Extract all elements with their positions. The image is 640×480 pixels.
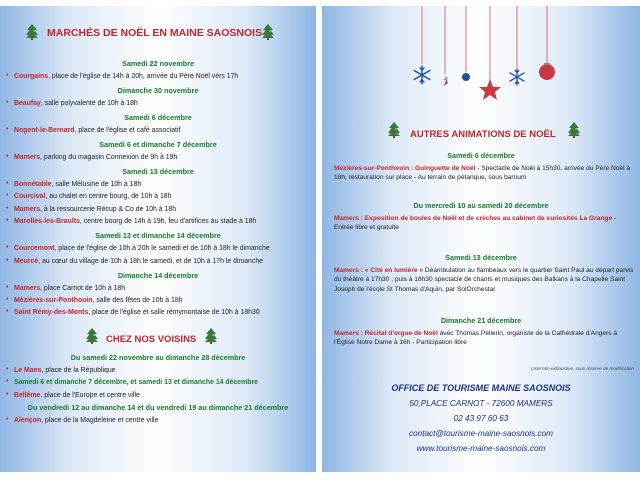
date-heading: Samedi 13 et dimanche 14 décembre [95,231,221,241]
christmas-tree-icon [388,122,400,138]
bauble-icon [539,64,555,80]
bullet-marker: • [6,365,9,373]
market-entry [14,217,256,226]
christmas-tree-icon [86,328,98,344]
market-entry [14,296,183,305]
entry-details: , place de l'église et café associatif [74,127,181,134]
entry-place: Mézières-sur-Ponthouin [14,297,93,304]
entry-details: , place de la Magdeleine et centre ville [41,416,159,424]
christmas-tree-icon [205,328,217,344]
bullet-marker: • [6,192,9,200]
bullet-marker: • [6,180,9,187]
date-heading: Samedi 6 décembre [124,113,192,122]
date-heading: Dimanche 14 décembre [117,270,199,280]
market-entry [14,284,125,293]
entry-place: Courcival [14,193,46,201]
entry-place: Saint Rémy-des-Monts [14,309,89,317]
event-details: avec Thomas Pellerin, organiste de la Cathédrale d'Angers à l'Église Notre Dame à 16h - Participation libre [334,330,618,347]
event-description [334,164,634,183]
star-icon [479,79,501,100]
event-details: - Entrée libre et gratuite [334,215,617,232]
office-address: 50,PLACE CARNOT - 72600 MAMERS [409,399,553,408]
bullet-marker: • [6,153,9,160]
market-entry [14,366,116,375]
market-entry [14,257,263,266]
christmas-tree-icon [262,24,274,40]
event-date-heading: Dimanche 21 décembre [440,316,522,325]
other-events-title: AUTRES ANIMATIONS DE NOËL [410,129,556,140]
market-entry [14,72,238,81]
market-entry [14,308,260,317]
bullet-marker: • [6,256,9,264]
other-events-panel [322,6,640,472]
snowflake-icon [510,69,524,85]
disclaimer-note: Liste non exhaustive, sous réserve de modification [531,366,634,371]
event-details: - Spectacle de Noël à 15h30, arrivée du Père Noël à 18h, restauration sur place - Au terrain de pétanque, sous barnum [334,165,631,182]
bullet-marker: • [6,244,9,252]
christmas-tree-icon [568,122,580,138]
market-entry [14,244,270,253]
entry-details: , place de la République [41,366,116,374]
market-entry [14,180,141,189]
date-heading: Samedi 13 décembre [122,167,194,176]
event-description [334,266,634,294]
entry-details: , place Carnot de 10h à 18h [40,284,126,292]
bullet-marker: • [6,99,9,106]
bullet-marker: • [6,217,9,225]
entry-details: , au chalet en centre bourg, de 10h à 18h [45,193,172,201]
event-description [334,214,634,233]
entry-details: , place de l'église de 14h à 20h, arrivée du Père Noël vers 17h [48,73,239,80]
event-date-heading: Samedi 13 décembre [445,253,517,262]
bullet-marker: • [6,415,9,423]
markets-title: MARCHÉS DE NOËL EN MAINE SAOSNOIS [47,27,263,39]
entry-place: Courgains [14,73,49,80]
entry-place: Nogent-le-Bernard [14,127,75,134]
entry-dates: Samedi 6 et dimanche 7 décembre, et samedi 13 et dimanche 14 décembre [14,379,258,386]
bauble-icon [462,73,470,81]
market-entry [14,153,177,162]
christmas-markets-panel [0,6,316,472]
entry-details: , salle des fêtes de 10h à 18h [92,297,183,304]
date-heading: Dimanche 30 novembre [117,86,199,95]
date-heading: Samedi 22 novembre [122,59,194,68]
office-email-link[interactable]: contact@tourisme-maine-saosnois.com [409,429,553,438]
event-place: Mamers : Exposition de boules de Noël et de crèches au cabinet de curiosités La Grange [334,215,613,222]
event-description [334,329,634,348]
office-name: OFFICE DE TOURISME MAINE SAOSNOIS [391,383,571,393]
entry-place: Mamers [14,154,41,161]
bullet-marker: • [6,378,9,385]
entry-details: , place de l'église de 10h à 20h le samedi et de 10h à 18h le dimanche [54,245,270,253]
entry-details: , place de l'Europe et centre ville [40,391,140,399]
entry-details: , centre bourg de 14h à 19h, feu d'artifices au stade à 18h [79,218,257,226]
market-entry [14,416,158,425]
entry-place: Meurcé [14,257,39,265]
entry-place: Bellême [14,391,41,399]
market-entry [14,126,180,135]
christmas-tree-icon [26,24,38,40]
event-place: Mamers : Récital d'orgue de Noël [334,330,438,337]
event-details: Déambulation au flambeaux vers le quartier Saint Paul au départ parvis du théâtre à 17h30 ; puis à 18h30 spectacle de chants et musiques des Balkans à la Chapelle Saint Joseph de l'école St Thomas d'Aquin, par SolOrchestar [334,267,634,293]
market-entry [14,192,171,201]
bullet-marker: • [6,283,9,291]
voisins-title: CHEZ NOS VOISINS [106,334,197,345]
entry-details: , salle Mélusine de 10h à 18h [51,181,142,188]
market-entry [14,378,258,387]
entry-place: Beaufay [14,100,41,107]
market-entry [14,99,138,108]
entry-details: , place de l'église et salle rémymontaise de 10h à 18h30 [88,309,260,317]
entry-place: Courcemont [14,245,55,253]
entry-place: Alençon [14,416,42,424]
office-phone: 02 43 97 60 63 [453,414,509,423]
event-date-heading: Samedi 6 décembre [447,151,515,160]
entry-place: Mamers [14,205,41,213]
entry-place: Le Mans [14,366,42,374]
hanging-ornaments-decoration [402,6,572,106]
entry-place: Bonnétable [14,181,52,188]
event-place: Mézières-sur-Ponthouin : Guinguette de Noël [334,165,476,172]
entry-place: Mamers [14,284,41,292]
bullet-marker: • [6,204,9,212]
bullet-marker: • [6,126,9,133]
bullet-marker: • [6,390,9,398]
entry-details: , au cœur du village de 10h à 18h le samedi, et de 10h à 17h le dimanche [38,257,263,265]
date-heading: Du samedi 22 novembre au dimanche 28 décembre [70,353,246,362]
snowflake-icon [414,66,430,84]
entry-details: , salle polyvalente de 10h à 18h [40,100,138,107]
date-heading: Samedi 6 et dimanche 7 décembre [99,140,217,149]
entry-details: , parking du magasin Connexion de 9h à 19h [40,154,178,161]
entry-details: , à la ressourcerie Récup & Co de 10h à 18h [40,205,177,213]
office-website-link[interactable]: www.tourisme-maine-saosnois.com [416,444,546,453]
bullet-marker: • [6,72,9,79]
market-entry [14,391,140,400]
event-place: Mamers : « Cité en lumière » [334,267,424,274]
date-heading: Du vendredi 12 au dimanche 14 et du vendredi 19 au dimanche 21 décembre [27,403,289,412]
event-date-heading: Du mercredi 10 au samedi 20 décembre [413,201,549,210]
bullet-marker: • [6,296,9,303]
bullet-marker: • [6,308,9,316]
market-entry [14,205,176,214]
entry-place: Marolles-les-Braults [14,218,80,226]
